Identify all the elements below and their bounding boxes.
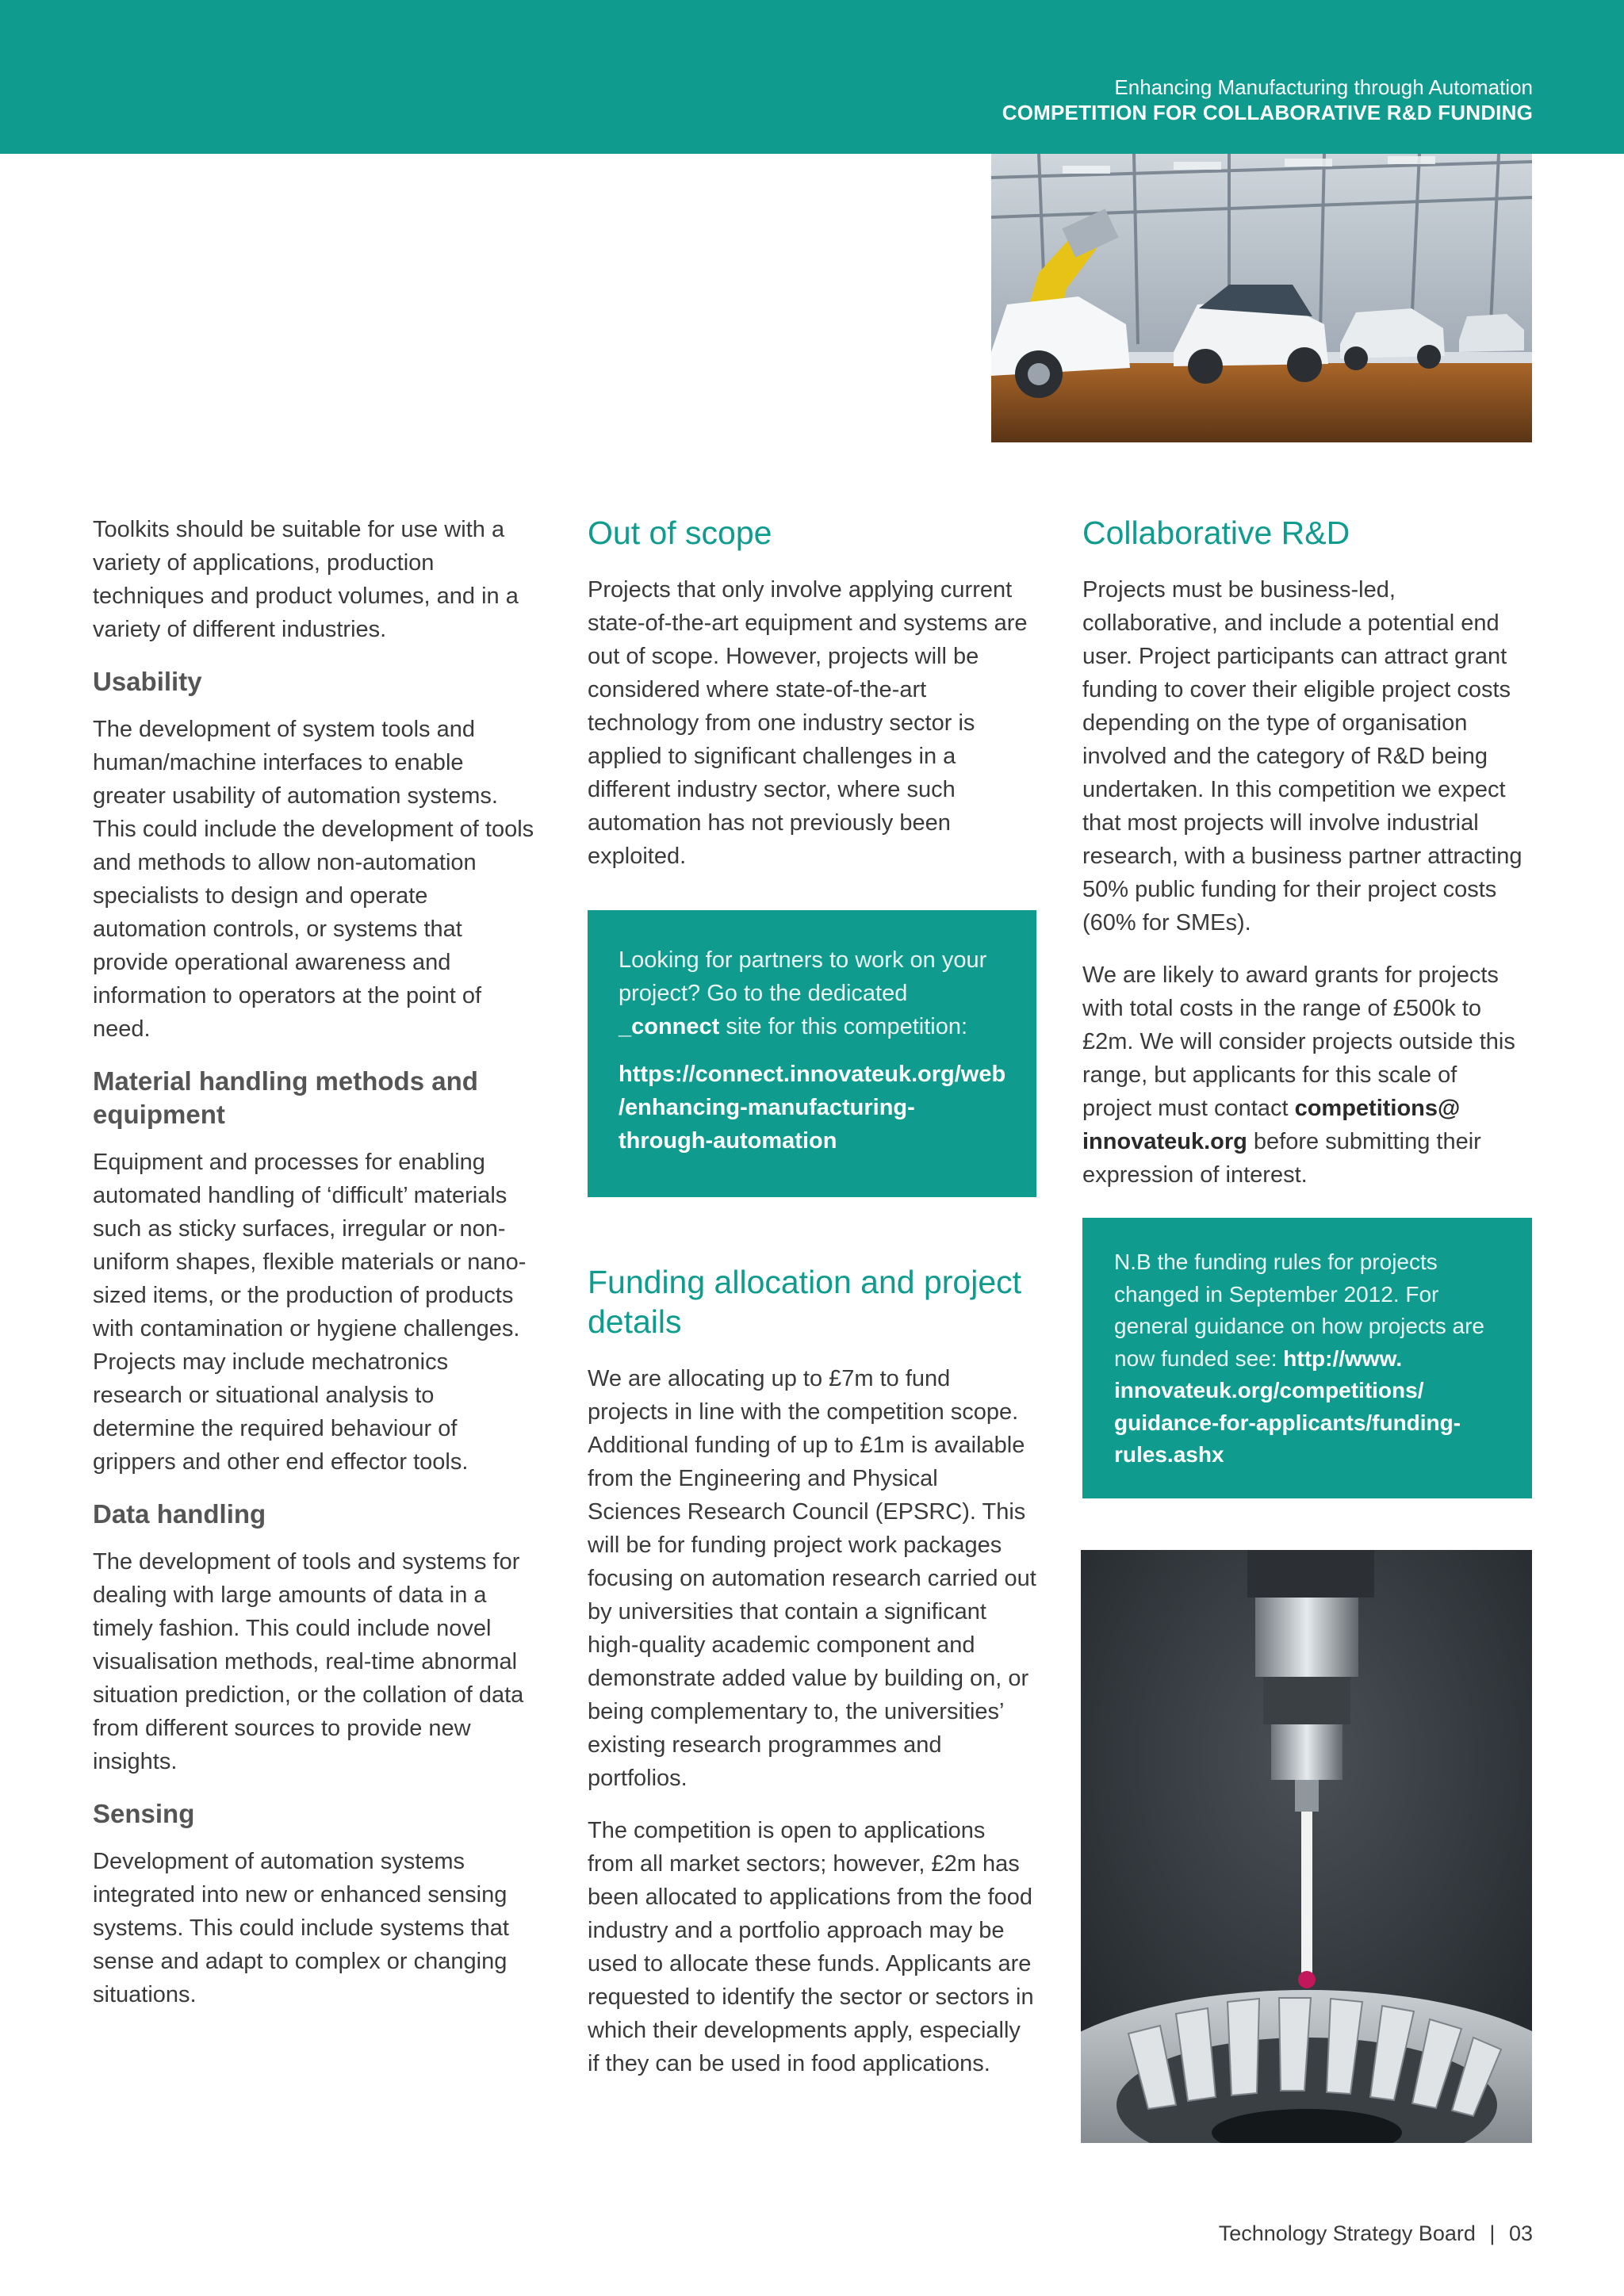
header-band bbox=[0, 0, 1624, 154]
column-middle-bottom bbox=[588, 1262, 1036, 2099]
sensing-heading: Sensing bbox=[93, 1799, 195, 1828]
connect-url-text[interactable]: https://connect.innovateuk.org/web/enhancing-manufacturing-through-automation bbox=[619, 1062, 1006, 1154]
funding-allocation-heading: Funding allocation and project details bbox=[588, 1264, 1022, 1340]
out-of-scope-paragraph: Projects that only involve applying current state-of-the-art equipment and systems are out of scope. However, projects will be considered where state-of-the-art technology from one industry sector is applied to significant challenges in a different industry sector, where such automation has not previously been exploited. bbox=[588, 577, 1028, 869]
partners-text bbox=[619, 943, 1006, 1043]
funding-rules-url-link[interactable]: http://www. innovateuk.org/competitions/ guidance-for-applicants/funding-rules.ashx bbox=[1114, 1345, 1461, 1467]
page-number: 03 bbox=[1508, 2221, 1533, 2245]
data-handling-heading: Data handling bbox=[93, 1499, 266, 1529]
collaborative-paragraph-1: Projects must be business-led, collaborative, and include a potential end user. Project participants can attract grant funding to cover their eligible project costs depending on the type of organisation involved and the category of R&D being undertaken. In this competition we expect that most projects will involve industrial research, with a business partner attracting 50% public funding for their project costs (60% for SMEs). bbox=[1082, 577, 1522, 936]
funding-rules-callout bbox=[1082, 1218, 1532, 1498]
partners-text-after: site for this competition: bbox=[719, 1014, 968, 1039]
assembly-line-illustration bbox=[991, 154, 1532, 442]
out-of-scope-heading: Out of scope bbox=[588, 515, 772, 551]
column-left bbox=[93, 513, 537, 2030]
competitions-email-link[interactable]: competitions@ innovateuk.org bbox=[1082, 1096, 1461, 1154]
funding-rules-text bbox=[1114, 1246, 1508, 1471]
toolkits-paragraph: Toolkits should be suitable for use with a variety of applications, production techniques and product volumes, and in a variety of different industries. bbox=[93, 517, 519, 642]
partners-callout bbox=[588, 910, 1036, 1197]
collaborative-text-before: We are likely to award grants for projects with total costs in the range of £500k to £2m. We will consider projects outside this range, but applicants for this scale of project must contact bbox=[1082, 962, 1515, 1121]
funding-rules-intro: N.B the funding rules for projects changed in September 2012. For general guidance on how projects are now funded see: bbox=[1114, 1249, 1484, 1371]
header-title: COMPETITION FOR COLLABORATIVE R&D FUNDING bbox=[1002, 101, 1533, 124]
funding-paragraph-2: The competition is open to applications from all market sectors; however, £2m has been allocated to applications from the food industry and a portfolio approach may be used to allocate these funds. Applicants are requested to identify the sector or sectors in which their developments apply, especially if they can be used in food applications. bbox=[588, 1818, 1034, 2076]
connect-url-link[interactable] bbox=[619, 1058, 1006, 1158]
column-right bbox=[1082, 513, 1532, 1211]
partners-text-before: Looking for partners to work on your project? Go to the dedicated bbox=[619, 947, 987, 1006]
usability-heading: Usability bbox=[93, 667, 202, 696]
column-middle-top bbox=[588, 513, 1036, 892]
material-handling-heading: Material handling methods and equipment bbox=[93, 1066, 478, 1129]
connect-label: _connect bbox=[619, 1014, 720, 1039]
material-handling-paragraph: Equipment and processes for enabling automated handling of ‘difficult’ materials such as sticky surfaces, irregular or non-uniform shapes, flexible materials or nano-sized items, or the production of products with contamination or hygiene challenges. Projects may include mechatronics research or situational analysis to determine the required behaviour of grippers and other end effector tools. bbox=[93, 1150, 527, 1475]
gear-probe-illustration bbox=[1081, 1550, 1532, 2143]
assembly-line-photo bbox=[991, 154, 1532, 442]
page-footer bbox=[1219, 2221, 1533, 2246]
header-subtitle: Enhancing Manufacturing through Automation bbox=[1114, 75, 1533, 99]
footer-org: Technology Strategy Board bbox=[1218, 2221, 1476, 2245]
collaborative-rd-heading: Collaborative R&D bbox=[1082, 515, 1350, 551]
data-handling-paragraph: The development of tools and systems for dealing with large amounts of data in a timely fashion. This could include novel visualisation methods, real-time abnormal situation prediction, or the collation of data from different sources to provide new insights. bbox=[93, 1549, 524, 1774]
footer-separator: | bbox=[1489, 2221, 1496, 2245]
gear-probe-photo bbox=[1081, 1550, 1532, 2143]
usability-paragraph: The development of system tools and human/machine interfaces to enable greater usability of automation systems. This could include the development of tools and methods to allow non-automation specialists to design and operate automation controls, or systems that provide operational awareness and information to operators at the point of need. bbox=[93, 717, 534, 1042]
sensing-paragraph: Development of automation systems integrated into new or enhanced sensing systems. This could include systems that sense and adapt to complex or changing situations. bbox=[93, 1849, 509, 2007]
funding-paragraph-1: We are allocating up to £7m to fund projects in line with the competition scope. Additional funding of up to £1m is available from the Engineering and Physical Sciences Research Council (EPSRC). This will be for funding project work packages focusing on automation research carried out by universities that contain a significant high-quality academic component and demonstrate added value by building on, or being complementary to, the universities’ existing research programmes and portfolios. bbox=[588, 1366, 1036, 1791]
collaborative-paragraph-2 bbox=[1082, 959, 1532, 1192]
collaborative-text-after: before submitting their expression of interest. bbox=[1082, 1129, 1481, 1188]
